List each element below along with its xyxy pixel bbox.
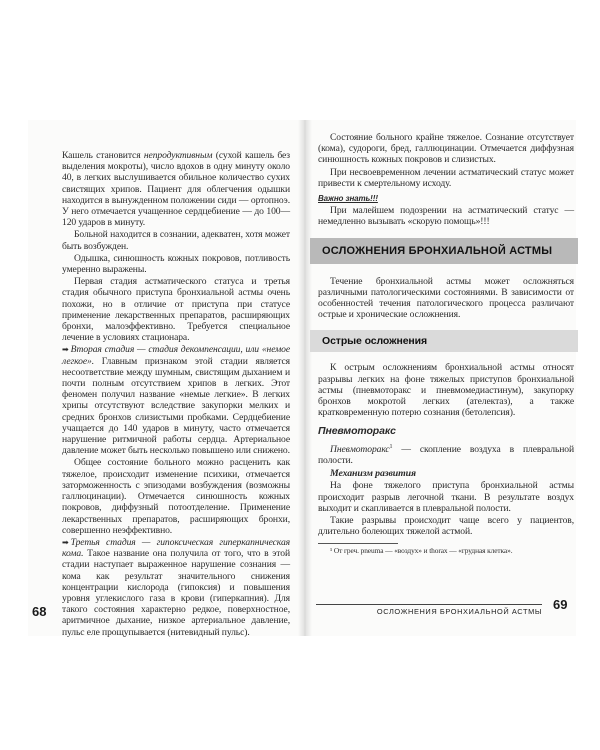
arrow-bullet-icon: ➡ [62, 345, 69, 355]
footnote-divider [318, 543, 398, 544]
section-heading: ОСЛОЖНЕНИЯ БРОНХИАЛЬНОЙ АСТМЫ [310, 238, 578, 264]
page-number-left: 68 [32, 604, 47, 619]
paragraph: К острым осложнениям бронхиальной астмы относят разрывы легких на фоне тяжелых приступов бронхиальной астмы (пневмоторакс и пневмомедиастинум), закупорку бронхов мокротой легких (ателектаз), а также кратковременную потерю сознания (бетолепсия). [318, 362, 574, 419]
paragraph: Течение бронхиальной астмы может осложняться различными патологическими состояниями. В зависимости от особенностей течения патологического процесса различают острые и хронические осложнения. [318, 275, 574, 321]
book-gutter [298, 120, 312, 636]
paragraph: Состояние больного крайне тяжелое. Сознание отсутствует (кома), судороги, бред, галлюцинации. Отмечается диффузная синюшность кожных покровов и слизистых. [318, 132, 574, 166]
paragraph: Больной находится в сознании, адекватен, хотя может быть возбужден. [62, 229, 290, 252]
page-number-right: 69 [553, 597, 568, 612]
paragraph: Пневмоторакс$^1$ — скопление воздуха в плевральной полости. [318, 443, 574, 467]
paragraph: Первая стадия астматического статуса и третья стадия обычного приступа бронхиальной астмы очень похожи, но в отличие от приступа при статусе применение лекарственных препаратов, расширяющих бронхи, малоэффективно. Требуется специальное лечение в условиях стационара. [62, 276, 290, 344]
paragraph: При несвоевременном лечении астматический статус может привести к смертельному исходу. [318, 166, 574, 189]
paragraph: Общее состояние больного можно расценить как тяжелое, происходит изменение психики, отмечается заторможенность с эпизодами возбуждения (возможны галлюцинации). Отмечается синюшность кожных покровов, диффузный потоотделение. Применение лекарственных препаратов, расширяющих бронхи, совершенно неэффективно. [62, 457, 290, 536]
paragraph: Кашель становится непродуктивным (сухой кашель без выделения мокроты), число вдохов в одну минуту около 40, в легких выслушивается обильное количество сухих свистящих хрипов. Пациент для облегчения одышки находится в вынужденном положении сиди — ортопноэ. У него отмечается учащенное сердцебиение — до 100—120 ударов в минуту. [62, 150, 290, 229]
footnote: ¹ От греч. pneuma — «воздух» и thorax — «грудная клетка». [330, 546, 513, 556]
mechanism-heading: Механизм развития [330, 468, 416, 480]
paragraph: Одышка, синюшность кожных покровов, потливость умеренно выражены. [62, 252, 290, 276]
arrow-bullet-icon: ➡ [62, 537, 69, 547]
running-footer: ОСЛОЖНЕНИЯ БРОНХИАЛЬНОЙ АСТМЫ [316, 604, 542, 616]
paragraph: Такие разрывы происходит чаще всего у пациентов, длительно болеющих тяжелой астмой. [318, 515, 574, 538]
paragraph: ➡ Вторая стадия — стадия декомпенсации, или «немое легкое». Главным признаком этой стадии является несоответствие между шумным, свистящим дыханием и почти полным отсутствием хрипов в легких. Этот феномен получил название «немые легкие». В легких хрипы отсутствуют вследствие закупорки мелких и средних бронхов слизистыми пробками. Сердцебиение учащается до 140 ударов в минуту, часто отмечается нарушение ритмичной работы сердца. Артериальное давление может быть несколько повышено или снижено. [62, 344, 290, 457]
paragraph: ➡ Третья стадия — гипоксическая гиперкапническая кома. Такое название она получила от того, что в этой стадии наступает выраженное нарушение сознания — кома как результат значительного снижения концентрации кислорода (гипоксия) и повышения уровня углекислого газа в крови (гиперкапния). Для такого состояния характерно редкое, поверхностное, аритмичное дыхание, низкое артериальное давление, пульс еле прощупывается (нитевидный пульс). [62, 536, 290, 638]
left-page-text [62, 150, 290, 639]
right-page-text [318, 132, 574, 555]
paragraph: При малейшем подозрении на астматический статус — немедленно вызывать «скорую помощь»!!! [318, 205, 574, 228]
paragraph: На фоне тяжелого приступа бронхиальной астмы происходит разрыв легочной ткани. В результате воздух выходит и скапливается в плевральной полости. [318, 480, 574, 514]
important-label: Важно знать!!! [318, 194, 378, 204]
important-note [318, 193, 574, 204]
pneumothorax-heading: Пневмоторакс [318, 425, 396, 438]
footnote-marker: 1 [389, 443, 393, 450]
subsection-heading: Острые осложнения [310, 330, 578, 352]
